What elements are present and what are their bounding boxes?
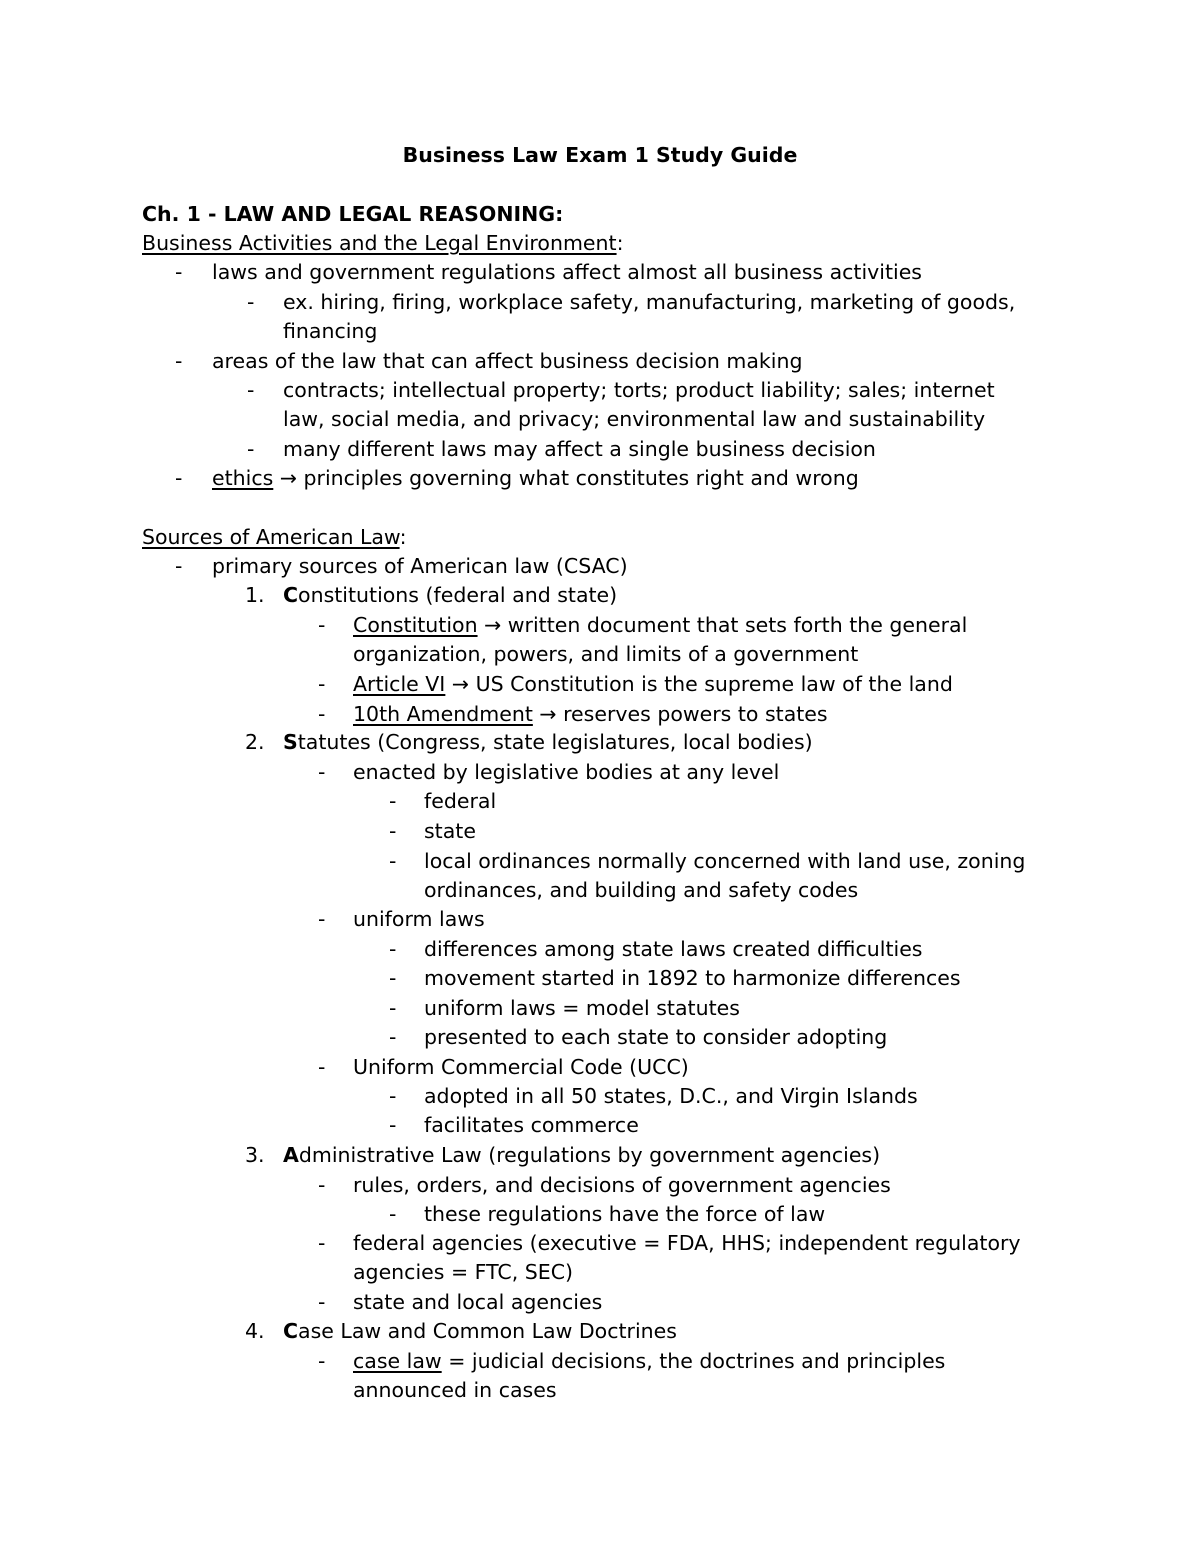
acronym-letter: S [283,730,298,754]
definition: → reserves powers to states [532,702,828,726]
list-item: contracts; intellectual property; torts; product liability; sales; internet [283,378,995,402]
list-item: local ordinances normally concerned with land use, zoning [424,849,1026,873]
bullet-dash: - [389,819,397,843]
section-heading-text: Business Activities and the Legal Environment [142,231,617,255]
bullet-dash: - [318,1349,326,1373]
chapter-heading: Ch. 1 - LAW AND LEGAL REASONING: [142,202,564,226]
item-number: 4. [245,1319,265,1343]
bullet-dash: - [389,1202,397,1226]
bullet-dash: - [389,789,397,813]
bullet-dash: - [175,260,183,284]
list-item: state [424,819,476,843]
numbered-item-administrative-law [283,1140,880,1170]
heading-colon: : [399,525,407,549]
bullet-dash: - [175,466,183,490]
list-item: these regulations have the force of law [424,1202,826,1226]
list-item-constitution [353,610,967,640]
item-text: ase Law and Common Law Doctrines [298,1319,677,1343]
bullet-dash: - [389,996,397,1020]
term: 10th Amendment [353,702,533,726]
term: Constitution [353,613,478,637]
term-ethics: ethics [212,466,274,490]
bullet-dash: - [389,849,397,873]
section-heading-sources [142,522,407,552]
bullet-dash: - [318,907,326,931]
list-item-continuation: law, social media, and privacy; environmental law and sustainability [283,407,986,431]
item-number: 3. [245,1143,265,1167]
definition: → US Constitution is the supreme law of the land [445,672,953,696]
bullet-dash: - [318,1290,326,1314]
list-item-continuation: financing [283,319,378,343]
bullet-dash: - [318,702,326,726]
term: case law [353,1349,442,1373]
item-number: 1. [245,583,265,607]
document-title: Business Law Exam 1 Study Guide [402,143,798,167]
bullet-dash: - [389,937,397,961]
bullet-dash: - [247,437,255,461]
list-item: uniform laws = model statutes [424,996,740,1020]
list-item-continuation: ordinances, and building and safety codes [424,878,859,902]
list-item: state and local agencies [353,1290,603,1314]
acronym-letter: C [283,1319,299,1343]
bullet-dash: - [389,1025,397,1049]
bullet-dash: - [318,613,326,637]
bullet-dash: - [389,966,397,990]
list-item: federal agencies (executive = FDA, HHS; independent regulatory [353,1231,1021,1255]
acronym-letter: A [283,1143,299,1167]
list-item: movement started in 1892 to harmonize differences [424,966,961,990]
section-heading-business-activities [142,228,623,258]
list-item: differences among state laws created difficulties [424,937,923,961]
list-item-10th-amendment [353,699,828,729]
list-item: ex. hiring, firing, workplace safety, manufacturing, marketing of goods, [283,290,1016,314]
list-item: many different laws may affect a single business decision [283,437,876,461]
acronym-letter: C [283,583,299,607]
heading-colon: : [616,231,624,255]
definition: → written document that sets forth the general [477,613,968,637]
bullet-dash: - [175,349,183,373]
list-item: presented to each state to consider adopting [424,1025,888,1049]
item-text: dministrative Law (regulations by government agencies) [298,1143,881,1167]
bullet-dash: - [318,760,326,784]
bullet-dash: - [247,290,255,314]
bullet-dash: - [175,554,183,578]
list-item: federal [424,789,497,813]
bullet-dash: - [247,378,255,402]
list-item-continuation: agencies = FTC, SEC) [353,1260,574,1284]
list-item: uniform laws [353,907,485,931]
list-item-case-law [353,1346,945,1376]
list-item: Uniform Commercial Code (UCC) [353,1055,689,1079]
list-item-article-vi [353,669,953,699]
bullet-dash: - [318,1055,326,1079]
list-item-continuation: announced in cases [353,1378,557,1402]
numbered-item-case-law [283,1316,677,1346]
bullet-dash: - [389,1113,397,1137]
numbered-item-statutes [283,727,813,757]
definition: = judicial decisions, the doctrines and principles [441,1349,946,1373]
section-heading-text: Sources of American Law [142,525,400,549]
bullet-dash: - [389,1084,397,1108]
list-item-ethics [212,463,859,493]
list-item: rules, orders, and decisions of government agencies [353,1173,891,1197]
bullet-dash: - [318,1231,326,1255]
item-text: tatutes (Congress, state legislatures, local bodies) [297,730,813,754]
item-number: 2. [245,730,265,754]
definition: → principles governing what constitutes right and wrong [273,466,859,490]
term: Article VI [353,672,446,696]
bullet-dash: - [318,1173,326,1197]
list-item: areas of the law that can affect business decision making [212,349,803,373]
bullet-dash: - [318,672,326,696]
list-item: adopted in all 50 states, D.C., and Virgin Islands [424,1084,918,1108]
numbered-item-constitutions [283,580,617,610]
list-item: laws and government regulations affect almost all business activities [212,260,922,284]
item-text: onstitutions (federal and state) [298,583,618,607]
list-item: enacted by legislative bodies at any level [353,760,780,784]
list-item: facilitates commerce [424,1113,639,1137]
list-item: primary sources of American law (CSAC) [212,554,628,578]
list-item-continuation: organization, powers, and limits of a government [353,642,859,666]
